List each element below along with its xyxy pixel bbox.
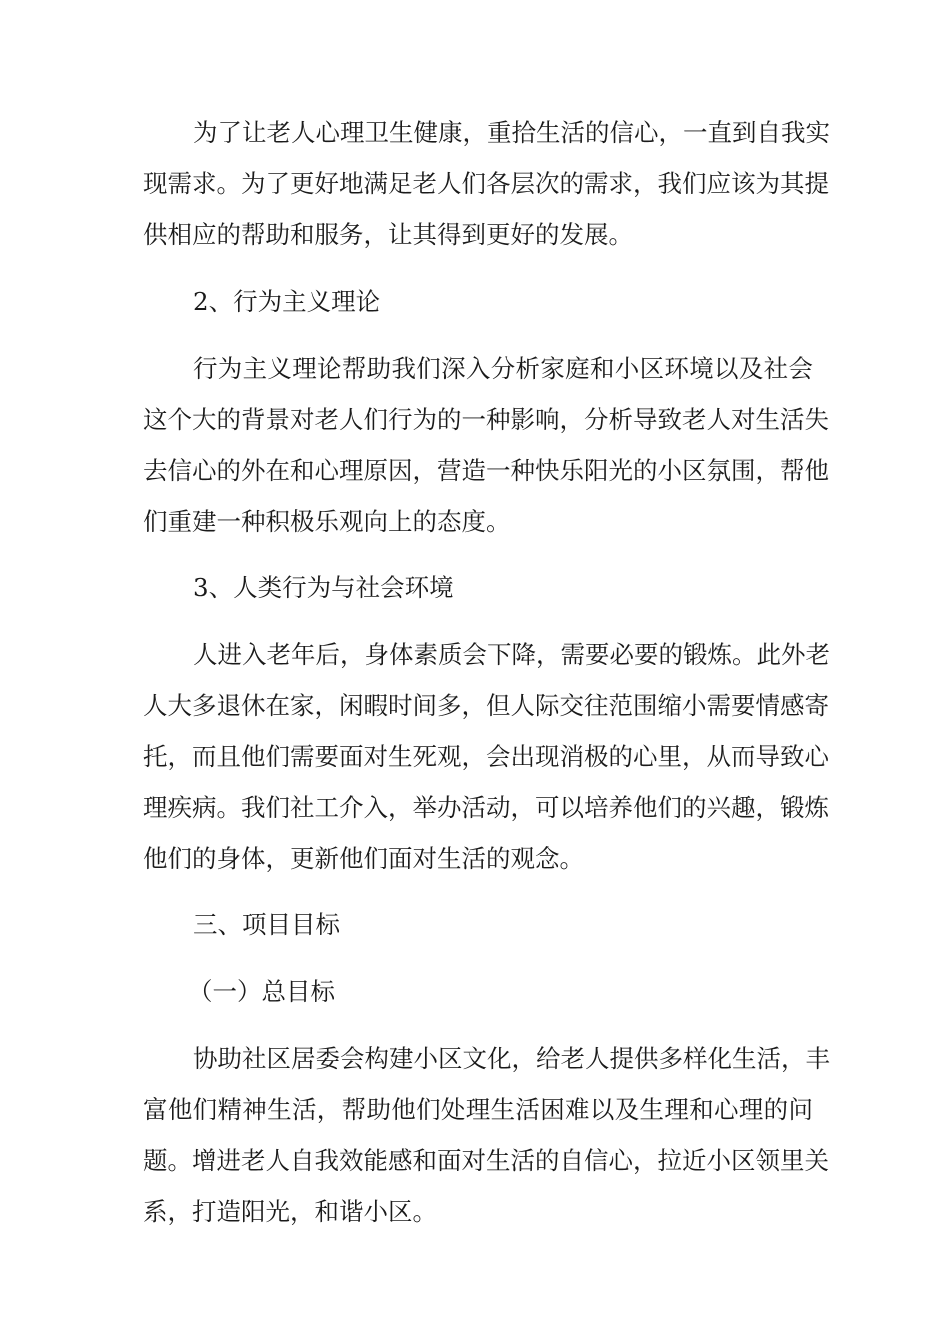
- paragraph-3-line-2: 人大多退休在家，闲暇时间多，但人际交往范围缩小需要情感寄: [143, 691, 829, 720]
- paragraph-2-line-3: 去信心的外在和心理原因，营造一种快乐阳光的小区氛围，帮他: [143, 456, 829, 485]
- paragraph-1-line-3: 供相应的帮助和服务，让其得到更好的发展。: [143, 220, 633, 249]
- paragraph-1-line-2: 现需求。为了更好地满足老人们各层次的需求，我们应该为其提: [143, 169, 829, 198]
- paragraph-4-line-2: 富他们精神生活，帮助他们处理生活困难以及生理和心理的问: [143, 1095, 813, 1124]
- paragraph-3-line-4: 理疾病。我们社工介入，举办活动，可以培养他们的兴趣，锻炼: [143, 793, 829, 822]
- paragraph-2-line-1: 行为主义理论帮助我们深入分析家庭和小区环境以及社会: [193, 354, 813, 383]
- paragraph-3-line-1: 人进入老年后，身体素质会下降，需要必要的锻炼。此外老: [193, 640, 830, 669]
- paragraph-2-line-2: 这个大的背景对老人们行为的一种影响，分析导致老人对生活失: [143, 405, 829, 434]
- paragraph-4-line-3: 题。增进老人自我效能感和面对生活的自信心，拉近小区领里关: [143, 1146, 829, 1175]
- paragraph-4-line-4: 系，打造阳光，和谐小区。: [143, 1197, 437, 1226]
- paragraph-4-line-1: 协助社区居委会构建小区文化，给老人提供多样化生活，丰: [193, 1044, 830, 1073]
- paragraph-3-line-3: 托，而且他们需要面对生死观，会出现消极的心里，从而导致心: [143, 742, 829, 771]
- paragraph-2-line-4: 们重建一种积极乐观向上的态度。: [143, 507, 511, 536]
- heading-human-behavior: 3、人类行为与社会环境: [193, 573, 454, 602]
- paragraph-3-line-5: 他们的身体，更新他们面对生活的观念。: [143, 844, 584, 873]
- section-heading-project-goals: 三、项目目标: [193, 910, 340, 939]
- subheading-overall-goal: （一）总目标: [188, 977, 335, 1006]
- paragraph-1-line-1: 为了让老人心理卫生健康，重拾生活的信心，一直到自我实: [193, 118, 830, 147]
- heading-behaviorism: 2、行为主义理论: [193, 287, 381, 316]
